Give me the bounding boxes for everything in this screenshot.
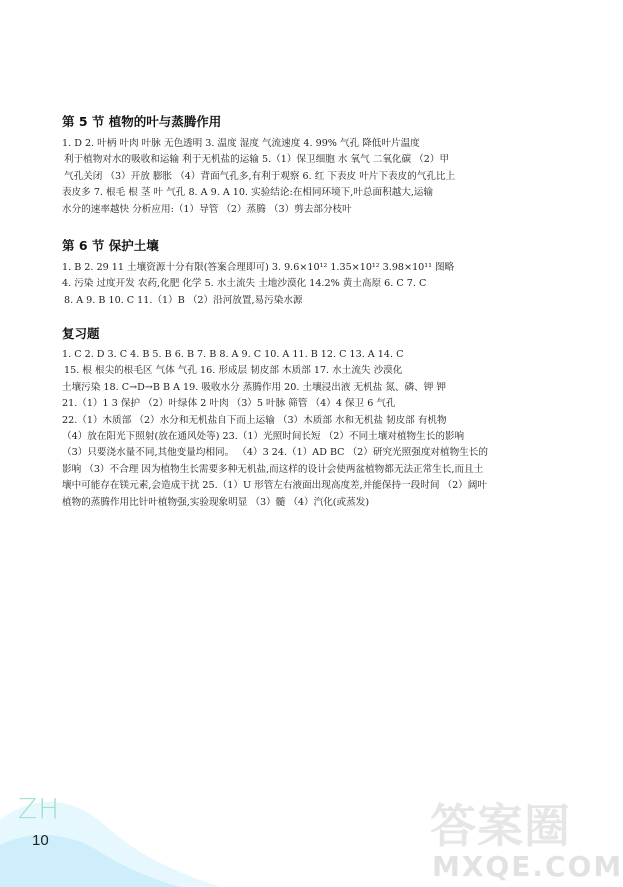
section-5-answers [62, 136, 550, 218]
answer-line: 壤中可能存在镁元素,会造成干扰 25.（1）U 形管左右液面出现高度差,并能保持一段时间 （2）阔叶 [62, 480, 487, 492]
answer-line: （4）放在阳光下照射(放在通风处等) 23.（1）光照时间长短 （2）不同土壤对植物生长的影响 [62, 431, 465, 443]
answer-line: 气孔关闭 （3）开放 膨胀 （4）背面气孔多,有利于观察 6. 红 下表皮 叶片下表皮的气孔比上 [64, 170, 456, 182]
answer-line: （3）只要浇水量不同,其他变量均相同。 （4）3 24.（1）AD BC （2）研究光照强度对植物生长的 [62, 447, 488, 459]
answer-line: 22.（1）木质部 （2）水分和无机盐自下而上运输 （3）木质部 水和无机盐 韧皮部 有机物 [62, 414, 447, 426]
answer-line: 1. B 2. 29 11 土壤资源十分有限(答案合理即可) 3. 9.6×10¹² 1.35×10¹² 3.98×10¹¹ 图略 [62, 262, 455, 273]
answer-line: 影响 （3）不合理 因为植物生长需要多种无机盐,而这样的设计会使两盆植物都无法正常生长,而且土 [62, 463, 484, 475]
answer-line: 21.（1）1 3 保护 （2）叶绿体 2 叶肉 （3）5 叶脉 筛管 （4）4 保卫 6 气孔 [62, 398, 396, 410]
answer-line: 表皮多 7. 根毛 根 茎 叶 气孔 8. A 9. A 10. 实验结论:在相同环境下,叶总面积越大,运输 [62, 187, 434, 199]
page-number: 10 [32, 832, 49, 849]
answer-line: 1. C 2. D 3. C 4. B 5. B 6. B 7. B 8. A 9. C 10. A 11. B 12. C 13. A 14. C [62, 349, 404, 360]
watermark-url: MXQE.COM [432, 850, 623, 883]
answer-line: 1. D 2. 叶柄 叶肉 叶脉 无色透明 3. 温度 湿度 气流速度 4. 99% 气孔 降低叶片温度 [62, 138, 420, 149]
answer-line: 15. 根 根尖的根毛区 气体 气孔 16. 形成层 韧皮部 木质部 17. 水土流失 沙漠化 [64, 365, 403, 377]
answer-line: 8. A 9. B 10. C 11.（1）B （2）沿河放置,易污染水源 [64, 294, 303, 306]
answer-line: 水分的速率越快 分析应用:（1）导管 （2）蒸腾 （3）剪去部分枝叶 [62, 203, 352, 215]
section-6-answers [62, 260, 550, 309]
section-title-6: 第 6 节 保护土壤 [62, 238, 159, 253]
answer-line: 土壤污染 18. C→D→B B A 19. 吸收水分 蒸腾作用 20. 土壤浸出液 无机盐 氮、磷、钾 钾 [62, 381, 446, 393]
zh-logo: ZH [18, 792, 61, 825]
answer-line: 利于植物对水的吸收和运输 利于无机盐的运输 5.（1）保卫细胞 水 氧气 二氧化碳 （2）甲 [64, 154, 450, 166]
watermark-logo: 答案圈 [430, 799, 571, 853]
review-answers [62, 347, 550, 511]
answer-line: 4. 污染 过度开发 农药,化肥 化学 5. 水土流失 土地沙漠化 14.2% 黄土高原 6. C 7. C [62, 278, 427, 290]
section-title-5: 第 5 节 植物的叶与蒸腾作用 [62, 114, 222, 129]
section-title-review: 复习题 [62, 326, 100, 341]
answer-line: 植物的蒸腾作用比针叶植物强,实验现象明显 （3）髓 （4）汽化(或蒸发) [62, 496, 370, 508]
